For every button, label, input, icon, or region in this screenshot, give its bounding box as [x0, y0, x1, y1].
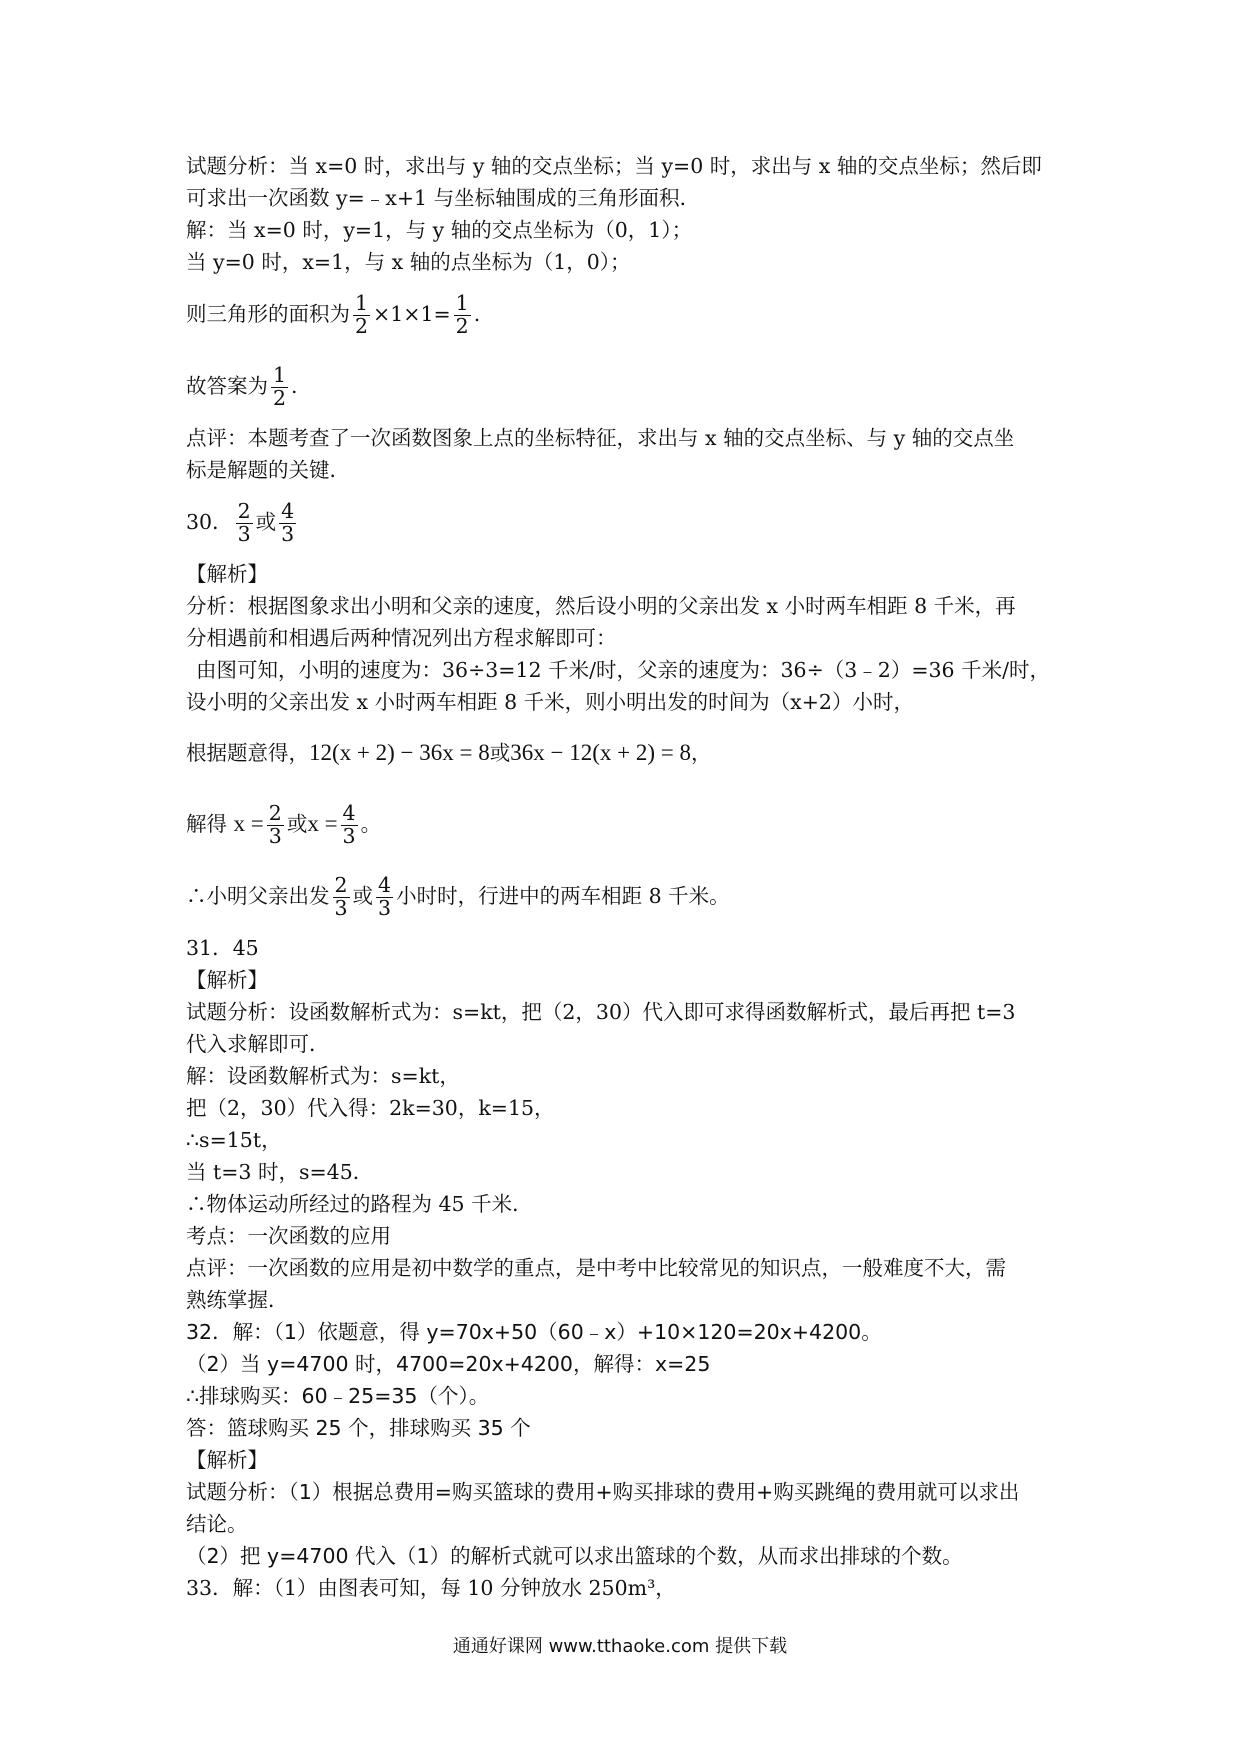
- fraction-four-thirds: [376, 875, 393, 919]
- fraction-numerator: 4: [281, 499, 295, 524]
- fraction-denominator: 3: [237, 522, 251, 546]
- q31-step-1: 解：设函数解析式为：s=kt，: [186, 1064, 460, 1088]
- q30-concl-prefix: ∴小明父亲出发: [186, 884, 330, 908]
- q30-jiexi-heading: 【解析】: [186, 562, 268, 586]
- q31-step-4: 当 t=3 时，s=45．: [186, 1160, 374, 1184]
- page-footer: 通通好课网 www.tthaoke.com 提供下载: [452, 1636, 788, 1657]
- q29-area-prefix: 则三角形的面积为: [186, 302, 350, 326]
- q30-setup-line: 设小明的父亲出发 x 小时两车相距 8 千米，则小明出发的时间为（x+2）小时，: [186, 690, 914, 714]
- or-word: 或: [489, 741, 511, 765]
- q31-kaodian: 考点：一次函数的应用: [186, 1224, 391, 1248]
- or-word: 或: [255, 510, 277, 534]
- q31-step-2: 把（2，30）代入得：2k=30，k=15，: [186, 1096, 555, 1120]
- fraction-numerator: 1: [355, 291, 369, 316]
- fraction-denominator: 3: [334, 896, 348, 920]
- fraction-one-half: [271, 365, 288, 409]
- q32-line-2: （2）当 y=4700 时，4700=20x+4200，解得：x=25: [186, 1352, 711, 1376]
- fraction-one-half: [353, 293, 370, 337]
- fraction-two-thirds: [267, 803, 284, 847]
- q32-jiexi-heading: 【解析】: [186, 1448, 268, 1472]
- q32-line-1: 32．解：（1）依题意，得 y=70x+50（60﹣x）+10×120=20x+4200。: [186, 1320, 882, 1344]
- q29-answer-line: [186, 350, 1066, 422]
- q29-comment-line-1: 点评：本题考查了一次函数图象上点的坐标特征，求出与 x 轴的交点坐标、与 y 轴的交点坐: [186, 426, 1015, 450]
- fraction-one-half: [454, 293, 471, 337]
- q32-line-3: ∴排球购买：60﹣25=35（个）。: [186, 1384, 490, 1408]
- q29-comment-line-2: 标是解题的关键．: [186, 458, 350, 482]
- equation-2: 36x − 12(x + 2) = 8: [510, 740, 691, 765]
- fraction-numerator: 1: [455, 291, 469, 316]
- fraction-denominator: 3: [268, 824, 282, 848]
- q30-solve-end: 。: [360, 812, 382, 836]
- q31-jiexi-heading: 【解析】: [186, 968, 268, 992]
- fraction-denominator: 2: [273, 386, 287, 410]
- q30-equation-line: [186, 718, 1066, 788]
- fraction-four-thirds: [279, 501, 296, 545]
- q29-area-end: .: [473, 302, 481, 326]
- q31-comment-line-2: 熟练掌握．: [186, 1288, 289, 1312]
- q29-answer-end: .: [291, 374, 298, 398]
- q29-area-line: [186, 278, 1066, 350]
- fraction-denominator: 3: [342, 824, 356, 848]
- q29-solution-line-2: 当 y=0 时，x=1，与 x 轴的点坐标为（1，0）；: [186, 250, 631, 274]
- or-word: 或: [352, 884, 374, 908]
- fraction-two-thirds: [236, 501, 253, 545]
- document-body: [186, 150, 1066, 1604]
- q29-solution-line-1: 解：当 x=0 时，y=1，与 y 轴的交点坐标为（0，1）；: [186, 218, 693, 242]
- or-word: 或: [286, 812, 308, 836]
- q31-analysis-line-1: 试题分析：设函数解析式为：s=kt，把（2，30）代入即可求得函数解析式，最后再把 t=3: [186, 1000, 1016, 1024]
- q30-analysis-line-2: 分相遇前和相遇后两种情况列出方程求解即可：: [186, 626, 617, 650]
- q29-area-mid: ×1×1=: [373, 302, 451, 326]
- fraction-numerator: 2: [334, 873, 348, 898]
- q30-answer-line: [186, 486, 1066, 558]
- q30-number: 30．: [186, 510, 233, 534]
- fraction-numerator: 2: [237, 499, 251, 524]
- q30-solve-prefix: 解得: [186, 812, 227, 836]
- equation-1: 12(x + 2) − 36x = 8: [309, 740, 490, 765]
- fraction-numerator: 4: [378, 873, 392, 898]
- q30-eq-end: ，: [690, 741, 712, 765]
- fraction-numerator: 2: [268, 801, 282, 826]
- q29-analysis-line-2: 可求出一次函数 y=﹣x+1 与坐标轴围成的三角形面积．: [186, 186, 701, 210]
- q32-analysis-line-2: 结论。: [186, 1512, 248, 1536]
- fraction-four-thirds: [341, 803, 358, 847]
- q32-line-4: 答：篮球购买 25 个，排球购买 35 个: [186, 1416, 531, 1440]
- fraction-two-thirds: [333, 875, 350, 919]
- fraction-denominator: 2: [455, 314, 469, 338]
- q30-solve-line: [186, 788, 1066, 860]
- q30-conclusion-line: [186, 860, 1066, 932]
- q30-speed-line: 由图可知，小明的速度为：36÷3=12 千米/时，父亲的速度为：36÷（3﹣2）=36 千米/时，: [196, 658, 1051, 682]
- q31-step-3: ∴s=15t，: [186, 1128, 282, 1152]
- fraction-denominator: 3: [281, 522, 295, 546]
- q32-analysis-line-3: （2）把 y=4700 代入（1）的解析式就可以求出篮球的个数，从而求出排球的个数。: [186, 1544, 963, 1568]
- q30-concl-suffix: 小时时，行进中的两车相距 8 千米。: [396, 884, 730, 908]
- fraction-numerator: 1: [273, 363, 287, 388]
- x-equals: x =: [233, 811, 264, 836]
- q31-header: 31．45: [186, 936, 259, 960]
- x-equals: x =: [307, 811, 338, 836]
- q31-analysis-line-2: 代入求解即可．: [186, 1032, 330, 1056]
- q29-analysis-line-1: 试题分析：当 x=0 时，求出与 y 轴的交点坐标；当 y=0 时，求出与 x 轴的交点坐标；然后即: [186, 154, 1042, 178]
- q30-eq-prefix: 根据题意得，: [186, 741, 309, 765]
- fraction-numerator: 4: [342, 801, 356, 826]
- fraction-denominator: 3: [378, 896, 392, 920]
- q31-step-5: ∴物体运动所经过的路程为 45 千米．: [186, 1192, 533, 1216]
- fraction-denominator: 2: [355, 314, 369, 338]
- q33-line-1: 33．解：（1）由图表可知，每 10 分钟放水 250m³，: [186, 1576, 676, 1600]
- q29-answer-prefix: 故答案为: [186, 374, 268, 398]
- q31-comment-line-1: 点评：一次函数的应用是初中数学的重点，是中考中比较常见的知识点，一般难度不大，需: [186, 1256, 1006, 1280]
- q32-analysis-line-1: 试题分析：（1）根据总费用=购买篮球的费用+购买排球的费用+购买跳绳的费用就可以求出: [186, 1480, 1020, 1504]
- q30-analysis-line-1: 分析：根据图象求出小明和父亲的速度，然后设小明的父亲出发 x 小时两车相距 8 千米，再: [186, 594, 1016, 618]
